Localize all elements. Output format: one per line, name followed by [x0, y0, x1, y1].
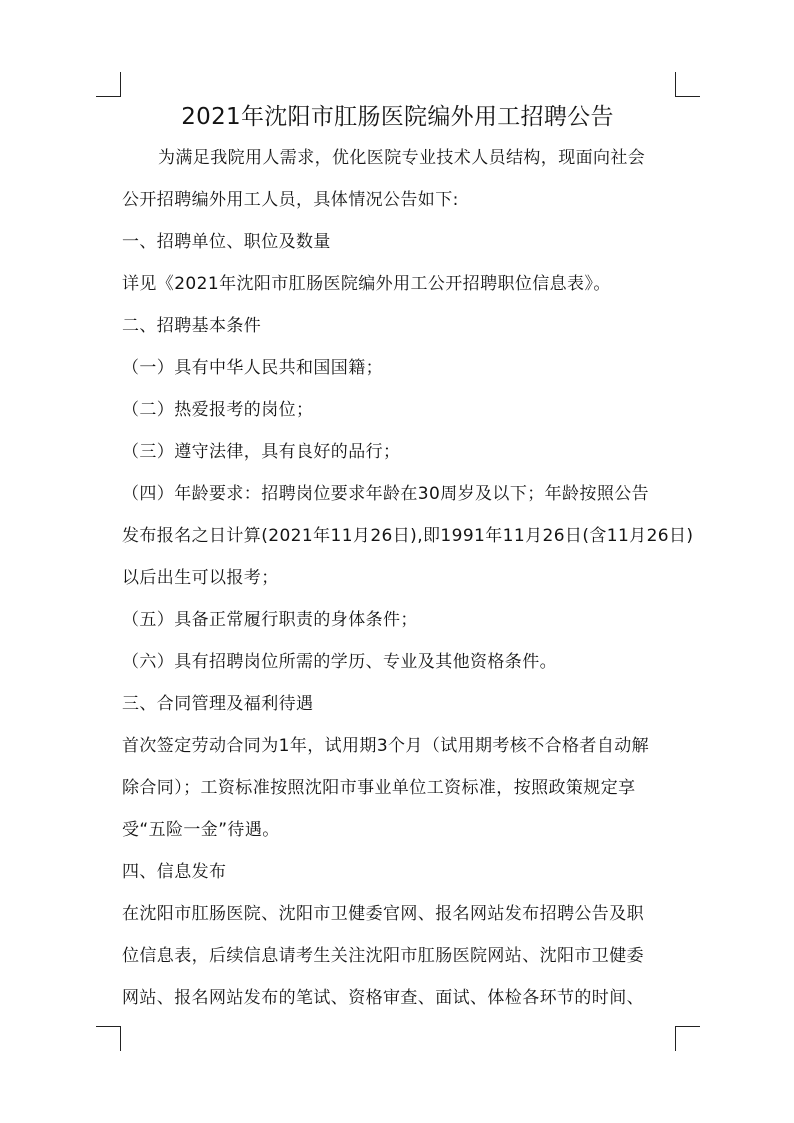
- condition-item: （四）年龄要求：招聘岗位要求年龄在30周岁及以下；年龄按照公告: [122, 484, 650, 504]
- section-4-line: 在沈阳市肛肠医院、沈阳市卫健委官网、报名网站发布招聘公告及职: [122, 904, 644, 924]
- document-title: 2021年沈阳市肛肠医院编外用工招聘公告: [181, 104, 614, 130]
- condition-item: （六）具有招聘岗位所需的学历、专业及其他资格条件。: [122, 652, 557, 672]
- intro-line-2: 公开招聘编外用工人员，具体情况公告如下:: [122, 190, 459, 210]
- section-3-line: 首次签定劳动合同为1年，试用期3个月（试用期考核不合格者自动解: [122, 736, 650, 756]
- condition-item-continued: 以后出生可以报考；: [122, 568, 279, 588]
- crop-mark-bottom-left: [96, 1026, 121, 1051]
- crop-mark-top-right: [675, 72, 700, 97]
- crop-mark-top-left: [96, 72, 121, 97]
- condition-item: （一）具有中华人民共和国国籍；: [122, 358, 383, 378]
- section-4-line: 位信息表，后续信息请考生关注沈阳市肛肠医院网站、沈阳市卫健委: [122, 946, 644, 966]
- section-1-heading: 一、招聘单位、职位及数量: [122, 232, 331, 252]
- condition-item: （五）具备正常履行职责的身体条件；: [122, 610, 418, 630]
- crop-mark-bottom-right: [675, 1026, 700, 1051]
- section-4-line: 网站、报名网站发布的笔试、资格审查、面试、体检各环节的时间、: [122, 988, 644, 1008]
- section-4-heading: 四、信息发布: [122, 862, 227, 882]
- section-2-heading: 二、招聘基本条件: [122, 316, 262, 336]
- condition-item-continued: 发布报名之日计算(2021年11月26日),即1991年11月26日(含11月26日): [122, 526, 694, 546]
- section-3-heading: 三、合同管理及福利待遇: [122, 694, 314, 714]
- section-1-body: 详见《2021年沈阳市肛肠医院编外用工公开招聘职位信息表》。: [122, 274, 611, 294]
- intro-line-1: 为满足我院用人需求，优化医院专业技术人员结构，现面向社会: [158, 148, 646, 168]
- section-3-line: 受“五险一金”待遇。: [122, 820, 280, 840]
- condition-item: （二）热爱报考的岗位；: [122, 400, 314, 420]
- section-3-line: 除合同）；工资标准按照沈阳市事业单位工资标准，按照政策规定享: [122, 778, 636, 798]
- condition-item: （三）遵守法律，具有良好的品行；: [122, 442, 401, 462]
